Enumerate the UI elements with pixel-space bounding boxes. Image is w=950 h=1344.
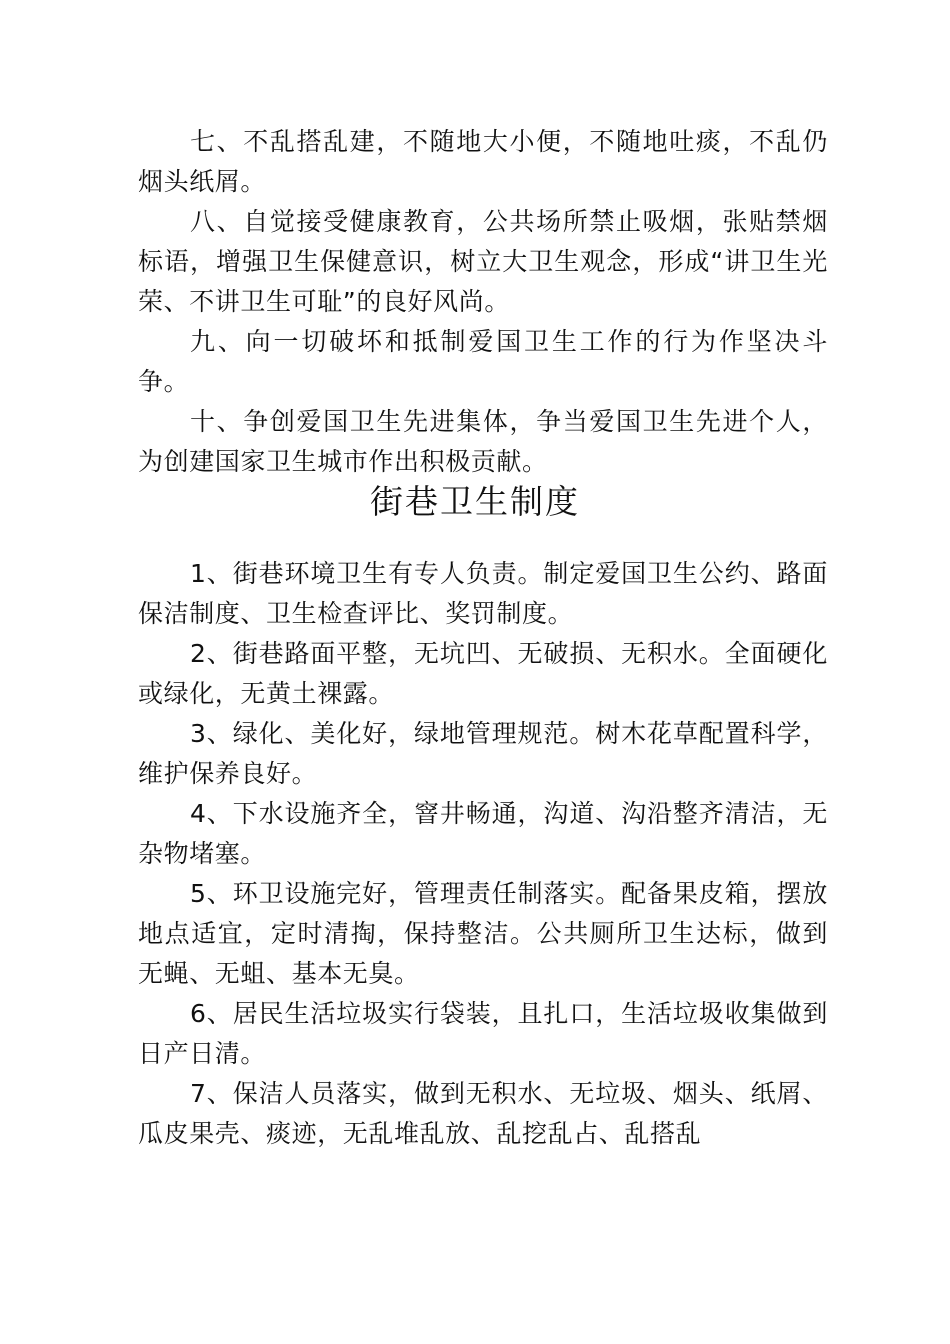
rule-5: 5、环卫设施完好，管理责任制落实。配备果皮箱，摆放地点适宜，定时清掏，保持整洁。公共厕所卫生达标，做到无蝇、无蛆、基本无臭。	[138, 879, 828, 988]
rule-3: 3、绿化、美化好，绿地管理规范。树木花草配置科学，维护保养良好。	[138, 719, 828, 788]
rule-4: 4、下水设施齐全，窨井畅通，沟道、沟沿整齐清洁，无杂物堵塞。	[138, 799, 828, 868]
rule-1: 1、街巷环境卫生有专人负责。制定爱国卫生公约、路面保洁制度、卫生检查评比、奖罚制度。	[138, 559, 828, 628]
article-10: 十、争创爱国卫生先进集体，争当爱国卫生先进个人，为创建国家卫生城市作出积极贡献。	[138, 407, 828, 476]
street-rules	[138, 554, 828, 1154]
article-7: 七、不乱搭乱建，不随地大小便，不随地吐痰，不乱仍烟头纸屑。	[138, 127, 828, 196]
article-9: 九、向一切破坏和抵制爱国卫生工作的行为作坚决斗争。	[138, 327, 828, 396]
rule-7: 7、保洁人员落实，做到无积水、无垃圾、烟头、纸屑、瓜皮果壳、痰迹，无乱堆乱放、乱挖乱占、乱搭乱	[138, 1079, 828, 1148]
rule-2: 2、街巷路面平整，无坑凹、无破损、无积水。全面硬化或绿化，无黄土裸露。	[138, 639, 828, 708]
section-title: 街巷卫生制度	[370, 482, 580, 521]
upper-articles	[138, 122, 828, 482]
article-8: 八、自觉接受健康教育，公共场所禁止吸烟，张贴禁烟标语，增强卫生保健意识，树立大卫生观念，形成“讲卫生光荣、不讲卫生可耻”的良好风尚。	[138, 207, 828, 316]
rule-6: 6、居民生活垃圾实行袋装，且扎口，生活垃圾收集做到日产日清。	[138, 999, 828, 1068]
